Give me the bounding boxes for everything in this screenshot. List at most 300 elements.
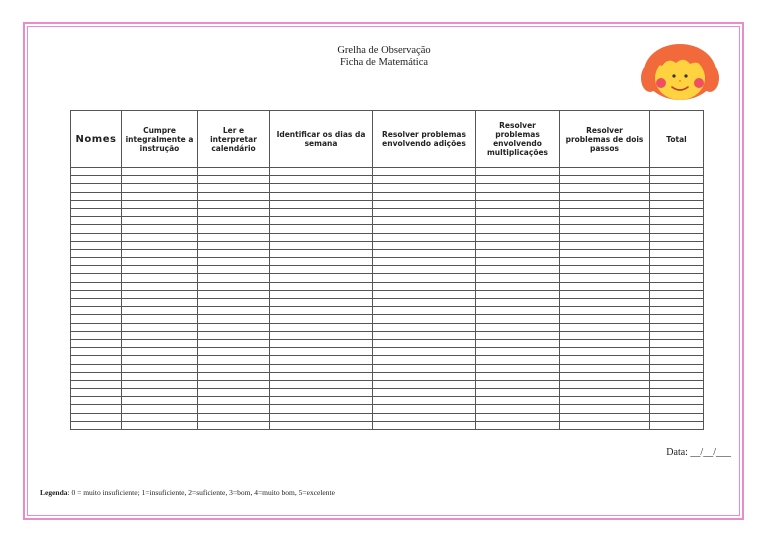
table-cell[interactable] [71, 413, 122, 421]
table-cell[interactable] [650, 315, 704, 323]
table-cell[interactable] [198, 331, 270, 339]
table-row [71, 168, 704, 176]
table-cell[interactable] [198, 307, 270, 315]
table-row [71, 331, 704, 339]
table-cell[interactable] [71, 266, 122, 274]
table-cell[interactable] [650, 225, 704, 233]
table-cell[interactable] [198, 323, 270, 331]
table-cell[interactable] [650, 258, 704, 266]
table-cell[interactable] [650, 176, 704, 184]
table-cell[interactable] [270, 290, 373, 298]
table-cell[interactable] [650, 323, 704, 331]
table-cell[interactable] [373, 184, 476, 192]
table-cell[interactable] [560, 307, 650, 315]
table-cell[interactable] [650, 364, 704, 372]
table-cell[interactable] [476, 241, 560, 249]
table-cell[interactable] [198, 405, 270, 413]
table-row [71, 217, 704, 225]
table-cell[interactable] [476, 176, 560, 184]
table-cell[interactable] [560, 372, 650, 380]
table-cell[interactable] [476, 307, 560, 315]
table-cell[interactable] [476, 413, 560, 421]
table-cell[interactable] [198, 168, 270, 176]
table-cell[interactable] [476, 405, 560, 413]
table-cell[interactable] [373, 274, 476, 282]
table-cell[interactable] [270, 168, 373, 176]
table-cell[interactable] [198, 274, 270, 282]
table-cell[interactable] [476, 258, 560, 266]
table-cell[interactable] [71, 421, 122, 429]
table-cell[interactable] [122, 266, 198, 274]
table-cell[interactable] [560, 331, 650, 339]
table-cell[interactable] [560, 200, 650, 208]
table-cell[interactable] [373, 307, 476, 315]
table-cell[interactable] [71, 168, 122, 176]
table-cell[interactable] [198, 192, 270, 200]
table-cell[interactable] [198, 413, 270, 421]
table-row [71, 176, 704, 184]
table-row [71, 339, 704, 347]
table-cell[interactable] [650, 217, 704, 225]
table-cell[interactable] [71, 356, 122, 364]
table-cell[interactable] [71, 331, 122, 339]
table-cell[interactable] [122, 356, 198, 364]
table-cell[interactable] [270, 397, 373, 405]
table-cell[interactable] [71, 380, 122, 388]
table-cell[interactable] [198, 249, 270, 257]
table-cell[interactable] [270, 331, 373, 339]
table-cell[interactable] [373, 299, 476, 307]
table-cell[interactable] [122, 389, 198, 397]
table-cell[interactable] [122, 249, 198, 257]
table-cell[interactable] [476, 266, 560, 274]
table-cell[interactable] [476, 184, 560, 192]
table-cell[interactable] [650, 290, 704, 298]
table-cell[interactable] [476, 249, 560, 257]
table-cell[interactable] [122, 176, 198, 184]
table-cell[interactable] [650, 233, 704, 241]
table-cell[interactable] [270, 421, 373, 429]
table-cell[interactable] [198, 200, 270, 208]
table-row [71, 413, 704, 421]
table-cell[interactable] [373, 339, 476, 347]
table-cell[interactable] [373, 372, 476, 380]
table-header-row [71, 111, 704, 168]
table-cell[interactable] [560, 217, 650, 225]
table-cell[interactable] [560, 389, 650, 397]
table-cell[interactable] [71, 315, 122, 323]
table-cell[interactable] [122, 241, 198, 249]
table-row [71, 421, 704, 429]
table-cell[interactable] [560, 168, 650, 176]
column-header-calendario: Ler e interpretar calendário [198, 111, 270, 168]
table-cell[interactable] [270, 225, 373, 233]
legend-label: Legenda [40, 488, 68, 497]
table-cell[interactable] [270, 356, 373, 364]
page-subtitle: Ficha de Matemática [339, 57, 429, 68]
table-cell[interactable] [198, 389, 270, 397]
table-cell[interactable] [270, 413, 373, 421]
table-cell[interactable] [373, 200, 476, 208]
table-cell[interactable] [373, 217, 476, 225]
table-cell[interactable] [650, 241, 704, 249]
table-cell[interactable] [373, 176, 476, 184]
table-cell[interactable] [71, 307, 122, 315]
table-cell[interactable] [373, 225, 476, 233]
table-cell[interactable] [476, 290, 560, 298]
table-cell[interactable] [122, 208, 198, 216]
table-cell[interactable] [270, 233, 373, 241]
table-cell[interactable] [560, 356, 650, 364]
table-cell[interactable] [650, 168, 704, 176]
table-row [71, 233, 704, 241]
table-cell[interactable] [198, 339, 270, 347]
table-cell[interactable] [270, 339, 373, 347]
table-row [71, 241, 704, 249]
table-cell[interactable] [560, 290, 650, 298]
table-cell[interactable] [71, 225, 122, 233]
table-row [71, 266, 704, 274]
table-cell[interactable] [560, 176, 650, 184]
table-cell[interactable] [270, 249, 373, 257]
table-cell[interactable] [198, 372, 270, 380]
table-row [71, 200, 704, 208]
table-cell[interactable] [270, 315, 373, 323]
table-cell[interactable] [198, 380, 270, 388]
table-cell[interactable] [650, 421, 704, 429]
table-cell[interactable] [373, 331, 476, 339]
table-cell[interactable] [373, 241, 476, 249]
table-row [71, 380, 704, 388]
table-cell[interactable] [122, 380, 198, 388]
table-cell[interactable] [270, 323, 373, 331]
table-cell[interactable] [122, 290, 198, 298]
table-cell[interactable] [476, 200, 560, 208]
table-cell[interactable] [122, 339, 198, 347]
table-cell[interactable] [198, 421, 270, 429]
observation-table [70, 110, 704, 430]
table-cell[interactable] [650, 274, 704, 282]
table-cell[interactable] [373, 282, 476, 290]
table-cell[interactable] [650, 372, 704, 380]
table-cell[interactable] [270, 299, 373, 307]
table-cell[interactable] [198, 315, 270, 323]
table-row [71, 307, 704, 315]
table-cell[interactable] [122, 315, 198, 323]
table-cell[interactable] [560, 348, 650, 356]
table-cell[interactable] [122, 307, 198, 315]
table-cell[interactable] [71, 217, 122, 225]
table-cell[interactable] [270, 282, 373, 290]
table-cell[interactable] [71, 372, 122, 380]
table-cell[interactable] [650, 266, 704, 274]
table-cell[interactable] [122, 274, 198, 282]
table-cell[interactable] [476, 364, 560, 372]
table-cell[interactable] [198, 233, 270, 241]
table-cell[interactable] [373, 348, 476, 356]
table-row [71, 389, 704, 397]
table-cell[interactable] [71, 241, 122, 249]
table-cell[interactable] [373, 356, 476, 364]
table-cell[interactable] [650, 331, 704, 339]
table-row [71, 225, 704, 233]
table-cell[interactable] [122, 323, 198, 331]
table-cell[interactable] [71, 405, 122, 413]
table-cell[interactable] [373, 266, 476, 274]
table-cell[interactable] [373, 168, 476, 176]
table-row [71, 290, 704, 298]
table-row [71, 299, 704, 307]
table-cell[interactable] [71, 249, 122, 257]
table-cell[interactable] [198, 364, 270, 372]
table-cell[interactable] [122, 372, 198, 380]
table-cell[interactable] [476, 389, 560, 397]
column-header-dias-semana: Identificar os dias da semana [270, 111, 373, 168]
table-cell[interactable] [71, 233, 122, 241]
table-cell[interactable] [560, 241, 650, 249]
table-cell[interactable] [270, 364, 373, 372]
table-cell[interactable] [71, 339, 122, 347]
table-cell[interactable] [650, 413, 704, 421]
table-cell[interactable] [650, 192, 704, 200]
table-cell[interactable] [560, 192, 650, 200]
table-row [71, 258, 704, 266]
table-row [71, 184, 704, 192]
table-cell[interactable] [476, 356, 560, 364]
table-cell[interactable] [373, 405, 476, 413]
table-cell[interactable] [373, 208, 476, 216]
table-cell[interactable] [198, 348, 270, 356]
table-cell[interactable] [476, 192, 560, 200]
page-title: Grelha de Observação [337, 45, 431, 56]
table-cell[interactable] [71, 176, 122, 184]
column-header-multiplicacoes: Resolver problemas envolvendo multiplicações [476, 111, 560, 168]
table-cell[interactable] [373, 364, 476, 372]
table-cell[interactable] [71, 208, 122, 216]
legend [40, 488, 335, 497]
table-cell[interactable] [650, 307, 704, 315]
table-cell[interactable] [198, 225, 270, 233]
table-cell[interactable] [373, 413, 476, 421]
table-cell[interactable] [373, 323, 476, 331]
table-cell[interactable] [198, 397, 270, 405]
table-cell[interactable] [650, 397, 704, 405]
table-cell[interactable] [71, 192, 122, 200]
table-cell[interactable] [560, 282, 650, 290]
table-cell[interactable] [270, 348, 373, 356]
table-cell[interactable] [198, 266, 270, 274]
table-cell[interactable] [198, 208, 270, 216]
table-cell[interactable] [198, 241, 270, 249]
table-cell[interactable] [122, 233, 198, 241]
table-cell[interactable] [650, 200, 704, 208]
column-header-total: Total [650, 111, 704, 168]
table-cell[interactable] [270, 389, 373, 397]
table-cell[interactable] [270, 217, 373, 225]
table-cell[interactable] [650, 405, 704, 413]
table-cell[interactable] [476, 348, 560, 356]
table-cell[interactable] [650, 282, 704, 290]
table-cell[interactable] [198, 299, 270, 307]
column-header-adicoes: Resolver problemas envolvendo adições [373, 111, 476, 168]
table-cell[interactable] [71, 282, 122, 290]
table-cell[interactable] [270, 274, 373, 282]
table-cell[interactable] [71, 323, 122, 331]
table-cell[interactable] [71, 389, 122, 397]
table-cell[interactable] [270, 405, 373, 413]
table-cell[interactable] [198, 282, 270, 290]
table-cell[interactable] [560, 233, 650, 241]
table-cell[interactable] [122, 282, 198, 290]
table-cell[interactable] [270, 184, 373, 192]
table-cell[interactable] [560, 249, 650, 257]
table-cell[interactable] [122, 168, 198, 176]
table-cell[interactable] [560, 258, 650, 266]
table-cell[interactable] [560, 184, 650, 192]
table-cell[interactable] [560, 225, 650, 233]
table-cell[interactable] [122, 413, 198, 421]
table-cell[interactable] [373, 249, 476, 257]
table-cell[interactable] [71, 348, 122, 356]
table-cell[interactable] [198, 184, 270, 192]
table-cell[interactable] [560, 274, 650, 282]
table-cell[interactable] [476, 323, 560, 331]
table-cell[interactable] [71, 200, 122, 208]
table-cell[interactable] [373, 421, 476, 429]
table-cell[interactable] [71, 290, 122, 298]
table-cell[interactable] [560, 323, 650, 331]
table-cell[interactable] [122, 405, 198, 413]
table-cell[interactable] [476, 331, 560, 339]
legend-text: : 0 = muito insuficiente; 1=insuficiente, 2=suficiente, 3=bom, 4=muito bom, 5=excelente [67, 488, 335, 497]
table-row [71, 274, 704, 282]
table-cell[interactable] [476, 339, 560, 347]
table-cell[interactable] [476, 421, 560, 429]
table-cell[interactable] [373, 192, 476, 200]
table-cell[interactable] [560, 421, 650, 429]
table-cell[interactable] [198, 290, 270, 298]
table-cell[interactable] [650, 299, 704, 307]
table-cell[interactable] [650, 184, 704, 192]
table-cell[interactable] [476, 225, 560, 233]
table-cell[interactable] [560, 380, 650, 388]
table-cell[interactable] [560, 315, 650, 323]
column-header-dois-passos: Resolver problemas de dois passos [560, 111, 650, 168]
table-cell[interactable] [71, 258, 122, 266]
table-cell[interactable] [198, 258, 270, 266]
table-cell[interactable] [650, 389, 704, 397]
table-cell[interactable] [122, 397, 198, 405]
table-cell[interactable] [560, 397, 650, 405]
table-cell[interactable] [198, 176, 270, 184]
table-cell[interactable] [373, 389, 476, 397]
table-cell[interactable] [560, 405, 650, 413]
table-cell[interactable] [122, 421, 198, 429]
table-cell[interactable] [122, 258, 198, 266]
table-cell[interactable] [71, 397, 122, 405]
table-cell[interactable] [476, 282, 560, 290]
table-cell[interactable] [650, 380, 704, 388]
table-cell[interactable] [270, 372, 373, 380]
table-cell[interactable] [650, 356, 704, 364]
table-cell[interactable] [122, 217, 198, 225]
table-cell[interactable] [122, 192, 198, 200]
table-row [71, 397, 704, 405]
table-cell[interactable] [270, 208, 373, 216]
table-cell[interactable] [476, 372, 560, 380]
table-cell[interactable] [270, 307, 373, 315]
table-cell[interactable] [560, 266, 650, 274]
table-cell[interactable] [560, 413, 650, 421]
table-cell[interactable] [476, 168, 560, 176]
table-cell[interactable] [270, 266, 373, 274]
table-cell[interactable] [198, 356, 270, 364]
table-cell[interactable] [122, 299, 198, 307]
table-cell[interactable] [198, 217, 270, 225]
table-cell[interactable] [650, 348, 704, 356]
table-row [71, 208, 704, 216]
table-cell[interactable] [373, 233, 476, 241]
table-cell[interactable] [373, 315, 476, 323]
table-row [71, 364, 704, 372]
table-cell[interactable] [270, 192, 373, 200]
table-cell[interactable] [71, 184, 122, 192]
table-cell[interactable] [122, 225, 198, 233]
table-cell[interactable] [373, 258, 476, 266]
table-cell[interactable] [71, 364, 122, 372]
column-header-nomes: Nomes [71, 111, 122, 168]
table-row [71, 315, 704, 323]
table-cell[interactable] [560, 364, 650, 372]
table-body [71, 168, 704, 430]
table-cell[interactable] [122, 200, 198, 208]
table-cell[interactable] [650, 249, 704, 257]
table-cell[interactable] [476, 315, 560, 323]
table-cell[interactable] [476, 233, 560, 241]
table-cell[interactable] [270, 258, 373, 266]
table-row [71, 323, 704, 331]
table-cell[interactable] [650, 208, 704, 216]
column-header-cumpre-instrucao: Cumpre integralmente a instrução [122, 111, 198, 168]
table-cell[interactable] [650, 339, 704, 347]
table-cell[interactable] [476, 217, 560, 225]
girl-face-icon [640, 42, 720, 104]
table-cell[interactable] [476, 380, 560, 388]
table-cell[interactable] [122, 331, 198, 339]
table-cell[interactable] [270, 200, 373, 208]
table-cell[interactable] [270, 176, 373, 184]
table-cell[interactable] [476, 299, 560, 307]
table-cell[interactable] [373, 397, 476, 405]
table-row [71, 348, 704, 356]
table-cell[interactable] [122, 184, 198, 192]
table-cell[interactable] [476, 397, 560, 405]
table-cell[interactable] [270, 380, 373, 388]
table-cell[interactable] [71, 274, 122, 282]
table-cell[interactable] [476, 274, 560, 282]
table-cell[interactable] [373, 290, 476, 298]
table-cell[interactable] [71, 299, 122, 307]
table-row [71, 405, 704, 413]
table-cell[interactable] [373, 380, 476, 388]
table-cell[interactable] [122, 364, 198, 372]
table-cell[interactable] [476, 208, 560, 216]
table-cell[interactable] [560, 339, 650, 347]
table-cell[interactable] [560, 208, 650, 216]
table-cell[interactable] [122, 348, 198, 356]
table-cell[interactable] [270, 241, 373, 249]
table-cell[interactable] [560, 299, 650, 307]
